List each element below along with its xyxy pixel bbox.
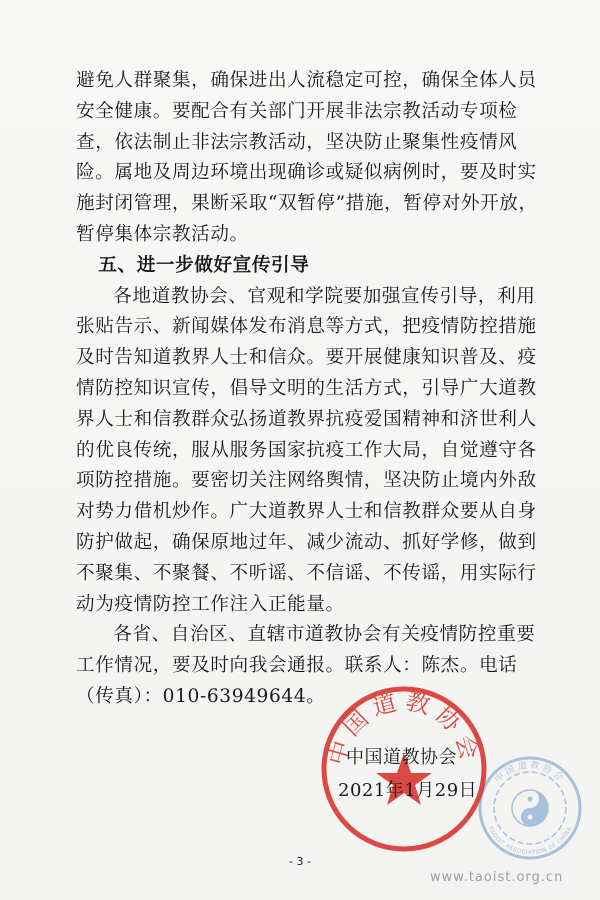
section-heading: 五、进一步做好宣传引导 (98, 254, 310, 276)
document-body (76, 66, 546, 713)
taoist-association-logo-icon (476, 754, 584, 862)
watermark-url[interactable]: www.taoist.org.cn (430, 870, 564, 885)
paragraph-contact: 各省、自治区、直辖市道教协会有关疫情防控重要工作情况，要及时向我会通报。联系人：陈杰。电话（传真）：010-63949644。 (76, 624, 536, 707)
signature-date: 2021年1月29日 (338, 780, 478, 801)
logo-text-en: TAOIST ASSOCIATION OF CHINA (486, 825, 574, 857)
paragraph-publicity: 各地道教协会、官观和学院要加强宣传引导，利用张贴告示、新闻媒体发布消息等方式，把疫情防控措施及时告知道教界人士和信众。要开展健康知识普及、疫情防控知识宣传，倡导文明的生活方式，引导广大道教界人士和信教群众弘扬道教界抗疫爱国精神和济世利人的优良传统，服从服务国家抗疫工作大局，自觉遵守各项防控措施。要密切关注网络舆情，坚决防止境内外敌对势力借机炒作。广大道教界人士和信教群众要从自身防护做起，确保原地过年、减少流动、抓好学修，做到不聚集、不聚餐、不听谣、不信谣、不传谣，用实际行动为疫情防控工作注入正能量。 (76, 285, 537, 615)
official-seal (318, 683, 490, 855)
seal-text: 中国道教协会 (322, 686, 486, 769)
paragraph-continued: 避免人群聚集，确保进出人流稳定可控，确保全体人员安全健康。要配合有关部门开展非法宗教活动专项检查，依法制止非法宗教活动，坚决防止聚集性疫情风险。属地及周边环境出现确诊或疑似病例时，要及时实施封闭管理，果断采取“双暂停”措施，暂停对外开放，暂停集体宗教活动。 (76, 70, 538, 245)
signature-org: 中国道教协会 (346, 747, 457, 768)
logo-text-cn: 中国道教协会 (493, 760, 567, 786)
page-number: - 3 - (289, 855, 311, 868)
